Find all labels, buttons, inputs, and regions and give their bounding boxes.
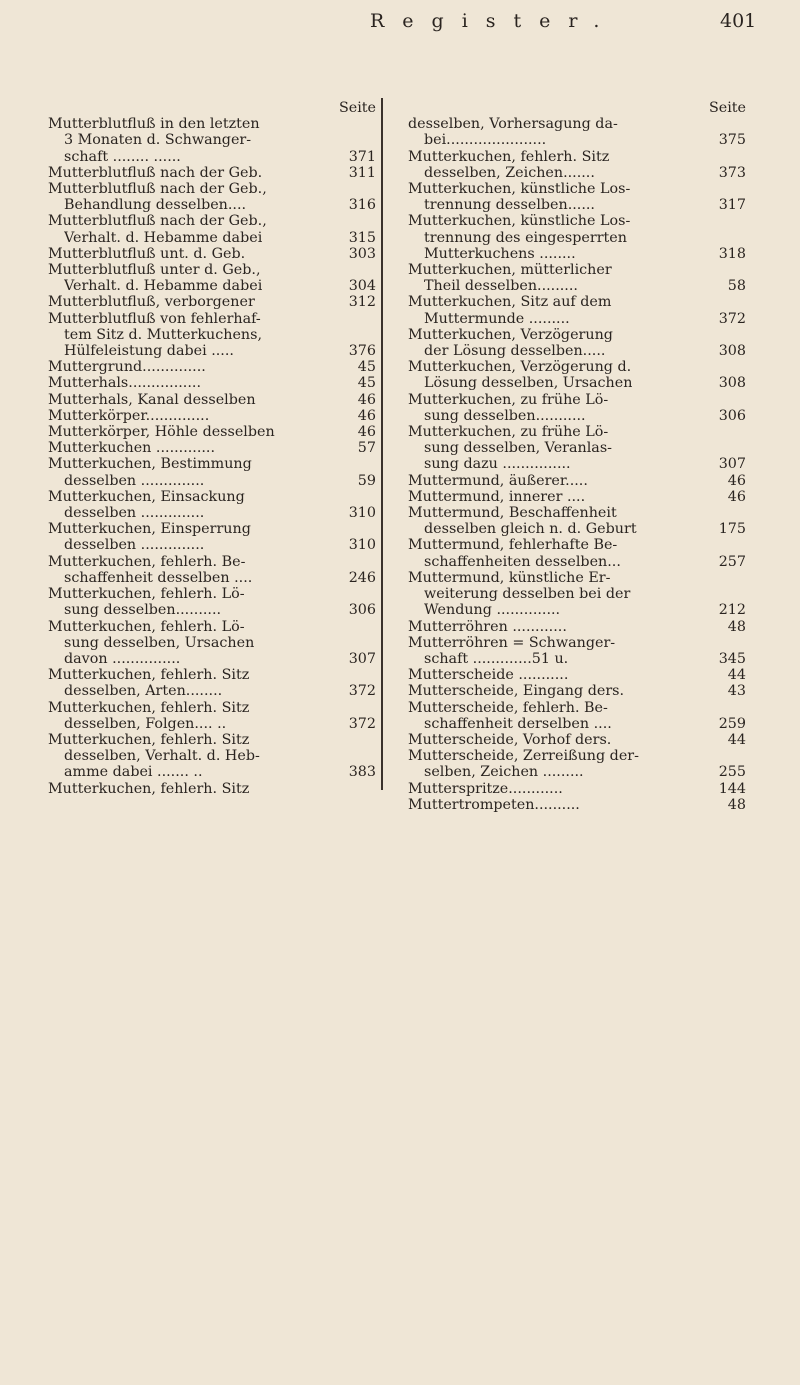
entry-line bbox=[408, 213, 746, 229]
index-entry bbox=[408, 149, 746, 181]
entry-line bbox=[48, 505, 376, 521]
entry-line bbox=[408, 132, 746, 148]
index-entry bbox=[408, 667, 746, 683]
entry-text: tem Sitz d. Mutterkuchens, bbox=[64, 326, 263, 343]
entry-page-number: 255 bbox=[718, 764, 746, 781]
index-entry bbox=[408, 683, 746, 699]
entry-line bbox=[48, 327, 376, 343]
index-entry bbox=[48, 181, 376, 213]
entry-text: amme dabei ....... .. bbox=[64, 764, 203, 781]
entry-text: Mutterscheide, fehlerh. Be- bbox=[408, 699, 608, 716]
entry-text: sung desselben.......... bbox=[64, 602, 222, 619]
entry-line bbox=[48, 602, 376, 618]
page-number: 401 bbox=[720, 10, 757, 32]
entry-text: Mutterkuchen, zu frühe Lö- bbox=[408, 424, 609, 441]
entry-text: Muttergrund.............. bbox=[48, 359, 206, 376]
entry-line bbox=[408, 619, 746, 635]
entry-page-number: 310 bbox=[348, 505, 376, 522]
index-entry bbox=[408, 213, 746, 262]
entry-line bbox=[48, 294, 376, 310]
entry-text: Mutterkuchen, fehlerh. Lö- bbox=[48, 618, 245, 635]
entry-page-number: 45 bbox=[357, 359, 376, 376]
entry-text: Mutterkuchen, fehlerh. Sitz bbox=[48, 780, 250, 797]
entry-page-number: 372 bbox=[348, 683, 376, 700]
entry-line bbox=[408, 408, 746, 424]
entry-text: schaft ........ ...... bbox=[64, 148, 181, 165]
index-entry bbox=[408, 748, 746, 780]
entry-page-number: 259 bbox=[718, 715, 746, 732]
entry-text: Mutterkuchen, Verzögerung bbox=[408, 326, 613, 343]
entry-page-number: 307 bbox=[718, 456, 746, 473]
entry-text: Mutterblutfluß nach der Geb., bbox=[48, 213, 267, 230]
entry-page-number: 48 bbox=[727, 618, 746, 635]
entry-line bbox=[48, 262, 376, 278]
index-entry bbox=[408, 537, 746, 569]
entry-line bbox=[408, 230, 746, 246]
entry-text: Mutterblutfluß nach der Geb., bbox=[48, 181, 267, 198]
entry-text: Mutterkuchen, mütterlicher bbox=[408, 262, 612, 279]
entry-page-number: 44 bbox=[727, 731, 746, 748]
running-header bbox=[0, 10, 800, 40]
entry-line bbox=[48, 181, 376, 197]
entry-page-number: 303 bbox=[348, 245, 376, 262]
entry-text: Mutterblutfluß unt. d. Geb. bbox=[48, 245, 246, 262]
entry-page-number: 308 bbox=[718, 343, 746, 360]
index-entry bbox=[408, 116, 746, 148]
entry-line bbox=[408, 554, 746, 570]
entry-page-number: 307 bbox=[348, 650, 376, 667]
index-entry bbox=[48, 294, 376, 310]
entry-line bbox=[408, 359, 746, 375]
entry-text: Mutterkuchen, künstliche Los- bbox=[408, 181, 631, 198]
entry-text: Mutterblutfluß nach der Geb. bbox=[48, 164, 263, 181]
seite-heading: Seite bbox=[338, 100, 376, 116]
entry-text: Mutterkuchen, fehlerh. Sitz bbox=[48, 667, 250, 684]
entry-text: Mutterkuchen, fehlerh. Be- bbox=[48, 553, 246, 570]
entry-line bbox=[408, 683, 746, 699]
entry-page-number: 44 bbox=[727, 667, 746, 684]
entry-text: Mutterblutfluß, verborgener bbox=[48, 294, 255, 311]
entry-page-number: 257 bbox=[718, 553, 746, 570]
entry-text: Mutterkuchen, künstliche Los- bbox=[408, 213, 631, 230]
entry-line bbox=[408, 797, 746, 813]
entry-page-number: 175 bbox=[718, 521, 746, 538]
entry-line bbox=[48, 132, 376, 148]
entry-text: Mutterspritze............ bbox=[408, 780, 563, 797]
entry-text: Mutterkuchen, Einsperrung bbox=[48, 521, 251, 538]
entry-line bbox=[408, 764, 746, 780]
entry-page-number: 246 bbox=[348, 569, 376, 586]
entry-line bbox=[48, 554, 376, 570]
entry-page-number: 212 bbox=[718, 602, 746, 619]
entry-line bbox=[48, 651, 376, 667]
index-column-left bbox=[48, 100, 376, 797]
entry-text: sung desselben, Ursachen bbox=[64, 634, 255, 651]
entry-line bbox=[48, 375, 376, 391]
entry-line bbox=[48, 781, 376, 797]
running-title: Register. bbox=[370, 10, 618, 32]
index-entry bbox=[48, 732, 376, 781]
entry-line bbox=[408, 521, 746, 537]
entry-page-number: 46 bbox=[357, 391, 376, 408]
entry-page-number: 46 bbox=[357, 407, 376, 424]
entry-line bbox=[408, 375, 746, 391]
index-entry bbox=[48, 246, 376, 262]
entry-page-number: 306 bbox=[348, 602, 376, 619]
entry-text: sung desselben, Veranlas- bbox=[424, 440, 612, 457]
entry-line bbox=[408, 392, 746, 408]
index-entry bbox=[48, 456, 376, 488]
entry-line bbox=[408, 781, 746, 797]
entry-line bbox=[48, 586, 376, 602]
index-entry bbox=[48, 554, 376, 586]
index-entry bbox=[408, 424, 746, 473]
entry-page-number bbox=[370, 781, 376, 797]
entry-page-number: 45 bbox=[357, 375, 376, 392]
index-entry bbox=[48, 700, 376, 732]
entry-page-number: 371 bbox=[348, 148, 376, 165]
index-entry bbox=[48, 489, 376, 521]
index-entry bbox=[48, 781, 376, 797]
entry-line bbox=[408, 181, 746, 197]
entry-line bbox=[408, 537, 746, 553]
entry-text: Mutterhals................ bbox=[48, 375, 201, 392]
entry-text: Mutterkuchen ............. bbox=[48, 440, 216, 457]
entry-text: Mutterscheide ........... bbox=[408, 667, 569, 684]
entry-text: Muttermund, Beschaffenheit bbox=[408, 505, 617, 522]
entry-line bbox=[48, 732, 376, 748]
index-entry bbox=[408, 327, 746, 359]
entry-text: Wendung .............. bbox=[424, 602, 561, 619]
entry-text: Muttermunde ......... bbox=[424, 310, 570, 327]
entry-text: schaft .............51 u. bbox=[424, 650, 569, 667]
index-entry bbox=[408, 359, 746, 391]
entry-text: Mutterblutfluß in den letzten bbox=[48, 116, 260, 133]
entry-text: Muttermund, künstliche Er- bbox=[408, 569, 611, 586]
entry-text: Muttermund, äußerer..... bbox=[408, 472, 588, 489]
entry-text: Mutterhals, Kanal desselben bbox=[48, 391, 256, 408]
entry-text: Mutterkörper, Höhle desselben bbox=[48, 424, 275, 441]
entry-line bbox=[408, 586, 746, 602]
entry-line bbox=[408, 570, 746, 586]
entry-line bbox=[48, 213, 376, 229]
entry-line bbox=[48, 521, 376, 537]
entry-page-number: 375 bbox=[718, 132, 746, 149]
entry-line bbox=[408, 278, 746, 294]
entry-page-number: 345 bbox=[718, 650, 746, 667]
index-entry bbox=[48, 521, 376, 553]
entry-page-number: 57 bbox=[357, 440, 376, 457]
entry-line bbox=[48, 537, 376, 553]
index-entry bbox=[408, 473, 746, 489]
entry-line bbox=[408, 197, 746, 213]
index-entry bbox=[48, 667, 376, 699]
entry-line bbox=[48, 700, 376, 716]
entry-line bbox=[48, 246, 376, 262]
index-entry bbox=[48, 392, 376, 408]
entry-text: Mutterblutfluß unter d. Geb., bbox=[48, 262, 261, 279]
entry-line bbox=[408, 635, 746, 651]
entry-page-number: 373 bbox=[718, 164, 746, 181]
entry-page-number: 306 bbox=[718, 407, 746, 424]
entry-text: desselben, Arten........ bbox=[64, 683, 223, 700]
entry-text: Lösung desselben, Ursachen bbox=[424, 375, 633, 392]
entry-page-number: 308 bbox=[718, 375, 746, 392]
entry-line bbox=[408, 327, 746, 343]
entry-text: bei...................... bbox=[424, 132, 547, 149]
index-entry bbox=[48, 408, 376, 424]
index-entry bbox=[408, 570, 746, 619]
entry-line bbox=[48, 116, 376, 132]
entry-line bbox=[408, 262, 746, 278]
index-entry bbox=[48, 116, 376, 165]
index-entry bbox=[48, 213, 376, 245]
entry-text: Hülfeleistung dabei ..... bbox=[64, 343, 234, 360]
entry-text: desselben gleich n. d. Geburt bbox=[424, 521, 637, 538]
entry-text: 3 Monaten d. Schwanger- bbox=[64, 132, 252, 149]
entry-text: Muttermund, fehlerhafte Be- bbox=[408, 537, 618, 554]
seite-heading: Seite bbox=[708, 100, 746, 116]
index-entry bbox=[408, 619, 746, 635]
entry-text: schaffenheiten desselben... bbox=[424, 553, 621, 570]
index-entry bbox=[48, 586, 376, 618]
entry-line bbox=[48, 311, 376, 327]
index-entry bbox=[408, 781, 746, 797]
index-entry bbox=[408, 505, 746, 537]
index-entry bbox=[48, 619, 376, 668]
entry-text: Mutterscheide, Eingang ders. bbox=[408, 683, 625, 700]
index-entry bbox=[408, 700, 746, 732]
entry-text: Mutterkuchen, Einsackung bbox=[48, 488, 245, 505]
entry-line bbox=[48, 230, 376, 246]
entry-text: sung desselben........... bbox=[424, 407, 586, 424]
entry-text: Mutterkuchen, fehlerh. Sitz bbox=[48, 699, 250, 716]
entry-page-number: 58 bbox=[727, 278, 746, 295]
index-entry bbox=[408, 181, 746, 213]
entry-text: desselben, Verhalt. d. Heb- bbox=[64, 748, 260, 765]
entry-line bbox=[48, 456, 376, 472]
entry-line bbox=[48, 408, 376, 424]
entry-line bbox=[408, 667, 746, 683]
index-entry bbox=[408, 392, 746, 424]
entry-line bbox=[48, 149, 376, 165]
entry-line bbox=[48, 359, 376, 375]
entry-page-number: 46 bbox=[727, 472, 746, 489]
entry-text: desselben, Vorhersagung da- bbox=[408, 116, 618, 133]
entry-page-number: 376 bbox=[348, 343, 376, 360]
entry-line bbox=[48, 424, 376, 440]
entry-text: Behandlung desselben.... bbox=[64, 197, 247, 214]
entry-line bbox=[48, 667, 376, 683]
entry-line bbox=[408, 505, 746, 521]
entry-line bbox=[408, 440, 746, 456]
entry-line bbox=[48, 716, 376, 732]
entry-line bbox=[408, 748, 746, 764]
entry-text: davon ............... bbox=[64, 650, 181, 667]
entry-line bbox=[408, 246, 746, 262]
entry-line bbox=[408, 116, 746, 132]
index-entry bbox=[48, 440, 376, 456]
index-entry bbox=[408, 797, 746, 813]
entry-line bbox=[408, 311, 746, 327]
entry-page-number: 304 bbox=[348, 278, 376, 295]
entry-text: trennung desselben...... bbox=[424, 197, 595, 214]
entry-text: desselben, Folgen.... .. bbox=[64, 715, 227, 732]
index-entry bbox=[48, 165, 376, 181]
entry-text: Mutterkuchen, fehlerh. Sitz bbox=[408, 148, 610, 165]
index-entry bbox=[48, 262, 376, 294]
entry-text: Mutterblutfluß von fehlerhaf- bbox=[48, 310, 261, 327]
entry-line bbox=[48, 635, 376, 651]
entry-line bbox=[408, 700, 746, 716]
entry-text: Mutterkuchen, Bestimmung bbox=[48, 456, 252, 473]
entry-text: Mutterkuchen, fehlerh. Lö- bbox=[48, 586, 245, 603]
entry-line bbox=[408, 651, 746, 667]
entry-line bbox=[48, 278, 376, 294]
entry-page-number: 59 bbox=[357, 472, 376, 489]
entry-text: der Lösung desselben..... bbox=[424, 343, 606, 360]
entry-text: schaffenheit desselben .... bbox=[64, 569, 253, 586]
index-entry bbox=[48, 424, 376, 440]
entry-line bbox=[408, 343, 746, 359]
index-entry bbox=[408, 732, 746, 748]
entry-line bbox=[48, 619, 376, 635]
entry-text: desselben .............. bbox=[64, 472, 205, 489]
entry-page-number: 144 bbox=[718, 780, 746, 797]
index-entry bbox=[408, 262, 746, 294]
entry-text: Mutterkörper.............. bbox=[48, 407, 210, 424]
entry-line bbox=[408, 602, 746, 618]
entry-page-number: 318 bbox=[718, 245, 746, 262]
entry-line bbox=[48, 392, 376, 408]
entry-page-number: 372 bbox=[718, 310, 746, 327]
entry-text: Mutterröhren = Schwanger- bbox=[408, 634, 616, 651]
entry-text: weiterung desselben bei der bbox=[424, 586, 631, 603]
entry-page-number: 315 bbox=[348, 229, 376, 246]
entry-line bbox=[48, 764, 376, 780]
entry-text: desselben .............. bbox=[64, 537, 205, 554]
entry-line bbox=[48, 165, 376, 181]
index-entry bbox=[408, 635, 746, 667]
entry-line bbox=[408, 294, 746, 310]
entry-text: Mutterkuchen, Verzögerung d. bbox=[408, 359, 632, 376]
entry-line bbox=[408, 149, 746, 165]
index-entry bbox=[408, 294, 746, 326]
entry-line bbox=[48, 440, 376, 456]
entry-line bbox=[408, 473, 746, 489]
entry-text: Mutterröhren ............ bbox=[408, 618, 567, 635]
entry-text: Mutterkuchen, fehlerh. Sitz bbox=[48, 731, 250, 748]
index-entry bbox=[48, 359, 376, 375]
entry-text: schaffenheit derselben .... bbox=[424, 715, 612, 732]
entry-page-number: 48 bbox=[727, 796, 746, 813]
entry-page-number: 317 bbox=[718, 197, 746, 214]
entry-line bbox=[408, 456, 746, 472]
entry-page-number: 312 bbox=[348, 294, 376, 311]
entry-line bbox=[48, 683, 376, 699]
entry-line bbox=[48, 343, 376, 359]
entry-page-number: 316 bbox=[348, 197, 376, 214]
entry-text: Muttertrompeten.......... bbox=[408, 796, 580, 813]
index-entry bbox=[48, 375, 376, 391]
entry-text: Verhalt. d. Hebamme dabei bbox=[64, 278, 263, 295]
entry-text: Mutterkuchens ........ bbox=[424, 245, 576, 262]
entry-page-number: 310 bbox=[348, 537, 376, 554]
entry-text: Theil desselben......... bbox=[424, 278, 578, 295]
entry-line bbox=[408, 165, 746, 181]
entry-line bbox=[408, 732, 746, 748]
entry-text: desselben, Zeichen....... bbox=[424, 164, 595, 181]
entry-text: sung dazu ............... bbox=[424, 456, 571, 473]
entry-text: Mutterscheide, Vorhof ders. bbox=[408, 731, 612, 748]
entry-text: Verhalt. d. Hebamme dabei bbox=[64, 229, 263, 246]
entry-text: Mutterscheide, Zerreißung der- bbox=[408, 748, 639, 765]
entry-line bbox=[48, 570, 376, 586]
entry-line bbox=[408, 424, 746, 440]
entry-text: Mutterkuchen, zu frühe Lö- bbox=[408, 391, 609, 408]
index-entry bbox=[408, 489, 746, 505]
index-entry bbox=[48, 311, 376, 360]
entry-text: Mutterkuchen, Sitz auf dem bbox=[408, 294, 612, 311]
entry-line bbox=[408, 716, 746, 732]
entry-line bbox=[408, 489, 746, 505]
entry-page-number: 372 bbox=[348, 715, 376, 732]
entry-text: trennung des eingesperrten bbox=[424, 229, 627, 246]
entry-page-number: 46 bbox=[357, 424, 376, 441]
entry-text: selben, Zeichen ......... bbox=[424, 764, 584, 781]
column-divider bbox=[381, 98, 383, 790]
entry-page-number: 311 bbox=[348, 164, 376, 181]
index-column-right bbox=[408, 100, 746, 813]
entry-text: Muttermund, innerer .... bbox=[408, 488, 586, 505]
entry-line bbox=[48, 473, 376, 489]
entry-line bbox=[48, 748, 376, 764]
entry-page-number: 46 bbox=[727, 488, 746, 505]
entry-line bbox=[48, 197, 376, 213]
entry-page-number: 383 bbox=[348, 764, 376, 781]
entry-page-number: 43 bbox=[727, 683, 746, 700]
entry-text: desselben .............. bbox=[64, 505, 205, 522]
entry-line bbox=[48, 489, 376, 505]
